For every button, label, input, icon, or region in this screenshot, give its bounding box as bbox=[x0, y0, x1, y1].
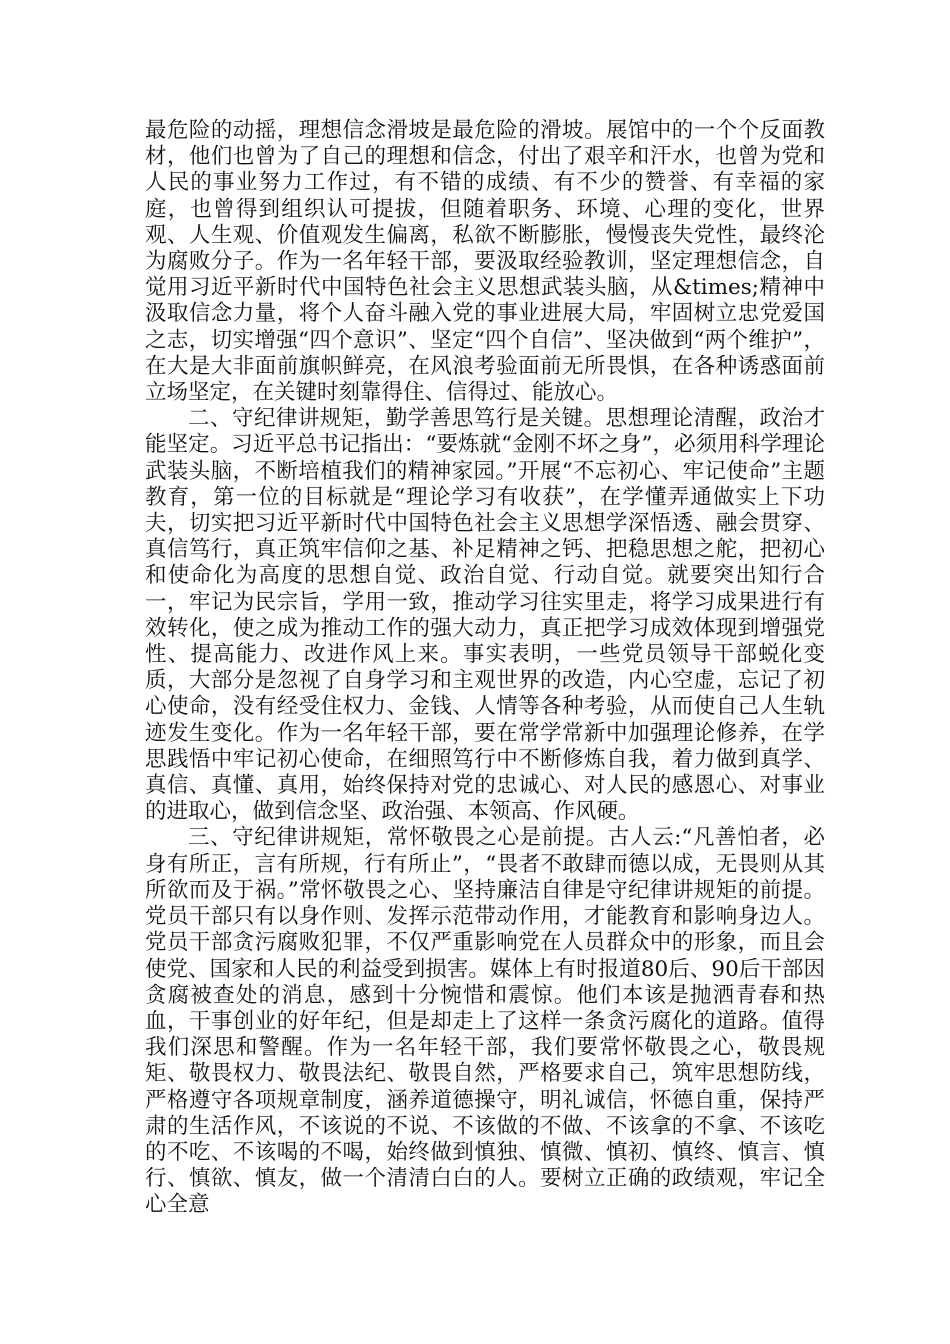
paragraph-1: 最危险的动摇，理想信念滑坡是最危险的滑坡。展馆中的一个个反面教材，他们也曾为了自己的理想和信念，付出了艰辛和汗水，也曾为党和人民的事业努力工作过，有不错的成绩、有不少的赞誉、有幸福的家庭，也曾得到组织认可提拔，但随着职务、环境、心理的变化，世界观、人生观、价值观发生偏离，私欲不断膨胀，慢慢丧失党性，最终沦为腐败分子。作为一名年轻干部，要汲取经验教训，坚定理想信念，自觉用习近平新时代中国特色社会主义思想武装头脑，从&times;精神中汲取信念力量，将个人奋斗融入党的事业进展大局，牢固树立忠党爱国之志，切实增强“四个意识”、坚定“四个自信”、坚决做到“两个维护”，在大是大非面前旗帜鲜亮，在风浪考验面前无所畏惧，在各种诱惑面前立场坚定，在关键时刻靠得住、信得过、能放心。 bbox=[145, 118, 825, 406]
document-body bbox=[145, 118, 825, 1219]
paragraph-2-discipline-study: 二、守纪律讲规矩，勤学善思笃行是关键。思想理论清醒，政治才能坚定。习近平总书记指出：“要炼就“金刚不坏之身”，必须用科学理论武装头脑，不断培植我们的精神家园。”开展“不忘初心、牢记使命”主题教育，第一位的目标就是“理论学习有收获”，在学懂弄通做实上下功夫，切实把习近平新时代中国特色社会主义思想学深悟透、融会贯穿、真信笃行，真正筑牢信仰之基、补足精神之钙、把稳思想之舵，把初心和使命化为高度的思想自觉、政治自觉、行动自觉。就要突出知行合一，牢记为民宗旨，学用一致，推动学习往实里走，将学习成果进行有效转化，使之成为推动工作的强大动力，真正把学习成效体现到增强党性、提高能力、改进作风上来。事实表明，一些党员领导干部蜕化变质，大部分是忽视了自身学习和主观世界的改造，内心空虚，忘记了初心使命，没有经受住权力、金钱、人情等各种考验，从而使自己人生轨迹发生变化。作为一名年轻干部，要在常学常新中加强理论修养，在学思践悟中牢记初心使命，在细照笃行中不断修炼自我，着力做到真学、真信、真懂、真用，始终保持对党的忠诚心、对人民的感恩心、对事业的进取心，做到信念坚、政治强、本领高、作风硬。 bbox=[145, 406, 825, 825]
paragraph-3-discipline-reverence: 三、守纪律讲规矩，常怀敬畏之心是前提。古人云:“凡善怕者，必身有所正，言有所规，行有所止”，“畏者不敢肆而德以成，无畏则从其所欲而及于祸。”常怀敬畏之心、坚持廉洁自律是守纪律讲规矩的前提。党员干部只有以身作则、发挥示范带动作用，才能教育和影响身边人。党员干部贪污腐败犯罪，不仅严重影响党在人员群众中的形象，而且会使党、国家和人民的利益受到损害。媒体上有时报道80后、90后干部因贪腐被查处的消息，感到十分惋惜和震惊。他们本该是抛洒青春和热血，干事创业的好年纪，但是却走上了这样一条贪污腐化的道路。值得我们深思和警醒。作为一名年轻干部，我们要常怀敬畏之心，敬畏规矩、敬畏权力、敬畏法纪、敬畏自然，严格要求自己，筑牢思想防线，严格遵守各项规章制度，涵养道德操守，明礼诚信，怀德自重，保持严肃的生活作风，不该说的不说、不该做的不做、不该拿的不拿、不该吃的不吃、不该喝的不喝，始终做到慎独、慎微、慎初、慎终、慎言、慎行、慎欲、慎友，做一个清清白白的人。要树立正确的政绩观，牢记全心全意 bbox=[145, 825, 825, 1218]
